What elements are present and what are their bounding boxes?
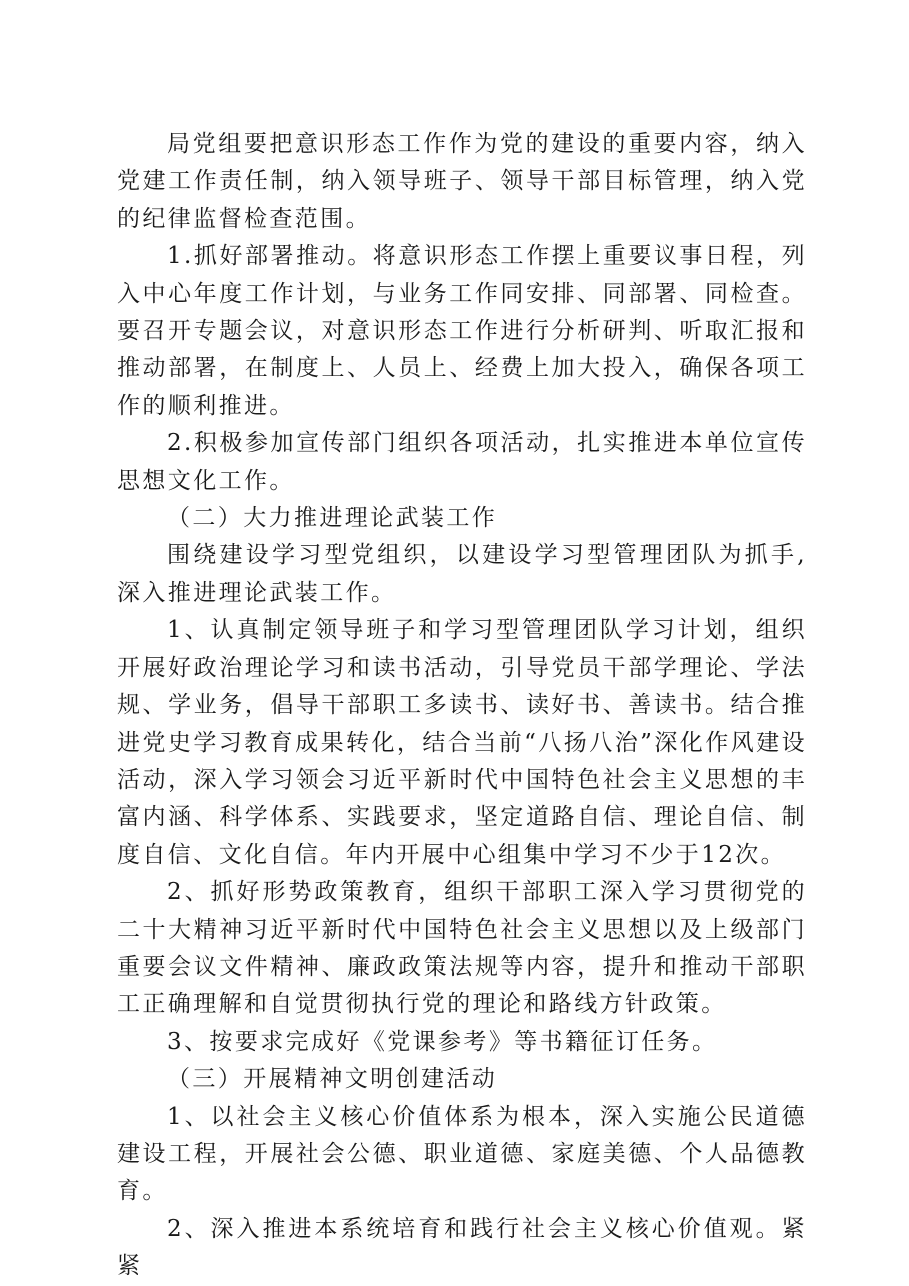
paragraph-civilization-item-2: 2、深入推进本系统培育和践行社会主义核心价值观。紧紧 [117,1215,807,1280]
section-heading-theory: （二）大力推进理论武装工作 [167,505,498,532]
paragraph-theory-intro: 围绕建设学习型党组织，以建设学习型管理团队为抓手,深入推进理论武装工作。 [117,542,807,606]
paragraph-theory-item-3: 3、按要求完成好《党课参考》等书籍征订任务。 [167,1028,718,1055]
paragraph-intro: 局党组要把意识形态工作作为党的建设的重要内容，纳入党建工作责任制，纳入领导班子、领导干部目标管理，纳入党的纪律监督检查范围。 [117,131,807,232]
paragraph-theory-item-2: 2、抓好形势政策教育，组织干部职工深入学习贯彻党的二十大精神习近平新时代中国特色社会主义思想以及上级部门重要会议文件精神、廉政政策法规等内容，提升和推动干部职工正确理解和自觉贯彻执行党的理论和路线方针政策。 [117,879,807,1018]
document-body [117,126,807,1286]
paragraph-item-1-deployment: 1.抓好部署推动。将意识形态工作摆上重要议事日程，列入中心年度工作计划，与业务工作同安排、同部署、同检查。要召开专题会议，对意识形态工作进行分析研判、听取汇报和推动部署，在制度上、人员上、经费上加大投入，确保各项工作的顺利推进。 [117,243,807,419]
paragraph-item-2-publicity: 2.积极参加宣传部门组织各项活动，扎实推进本单位宣传思想文化工作。 [117,430,807,494]
section-heading-civilization: （三）开展精神文明创建活动 [167,1066,498,1093]
paragraph-civilization-item-1: 1、以社会主义核心价值体系为根本，深入实施公民道德建设工程，开展社会公德、职业道德、家庭美德、个人品德教育。 [117,1103,807,1205]
paragraph-theory-item-1: 1、认真制定领导班子和学习型管理团队学习计划，组织开展好政治理论学习和读书活动，引导党员干部学理论、学法规、学业务，倡导干部职工多读书、读好书、善读书。结合推进党史学习教育成果转化，结合当前“八扬八治”深化作风建设活动，深入学习领会习近平新时代中国特色社会主义思想的丰富内涵、科学体系、实践要求，坚定道路自信、理论自信、制度自信、文化自信。年内开展中心组集中学习不少于12次。 [117,617,807,868]
